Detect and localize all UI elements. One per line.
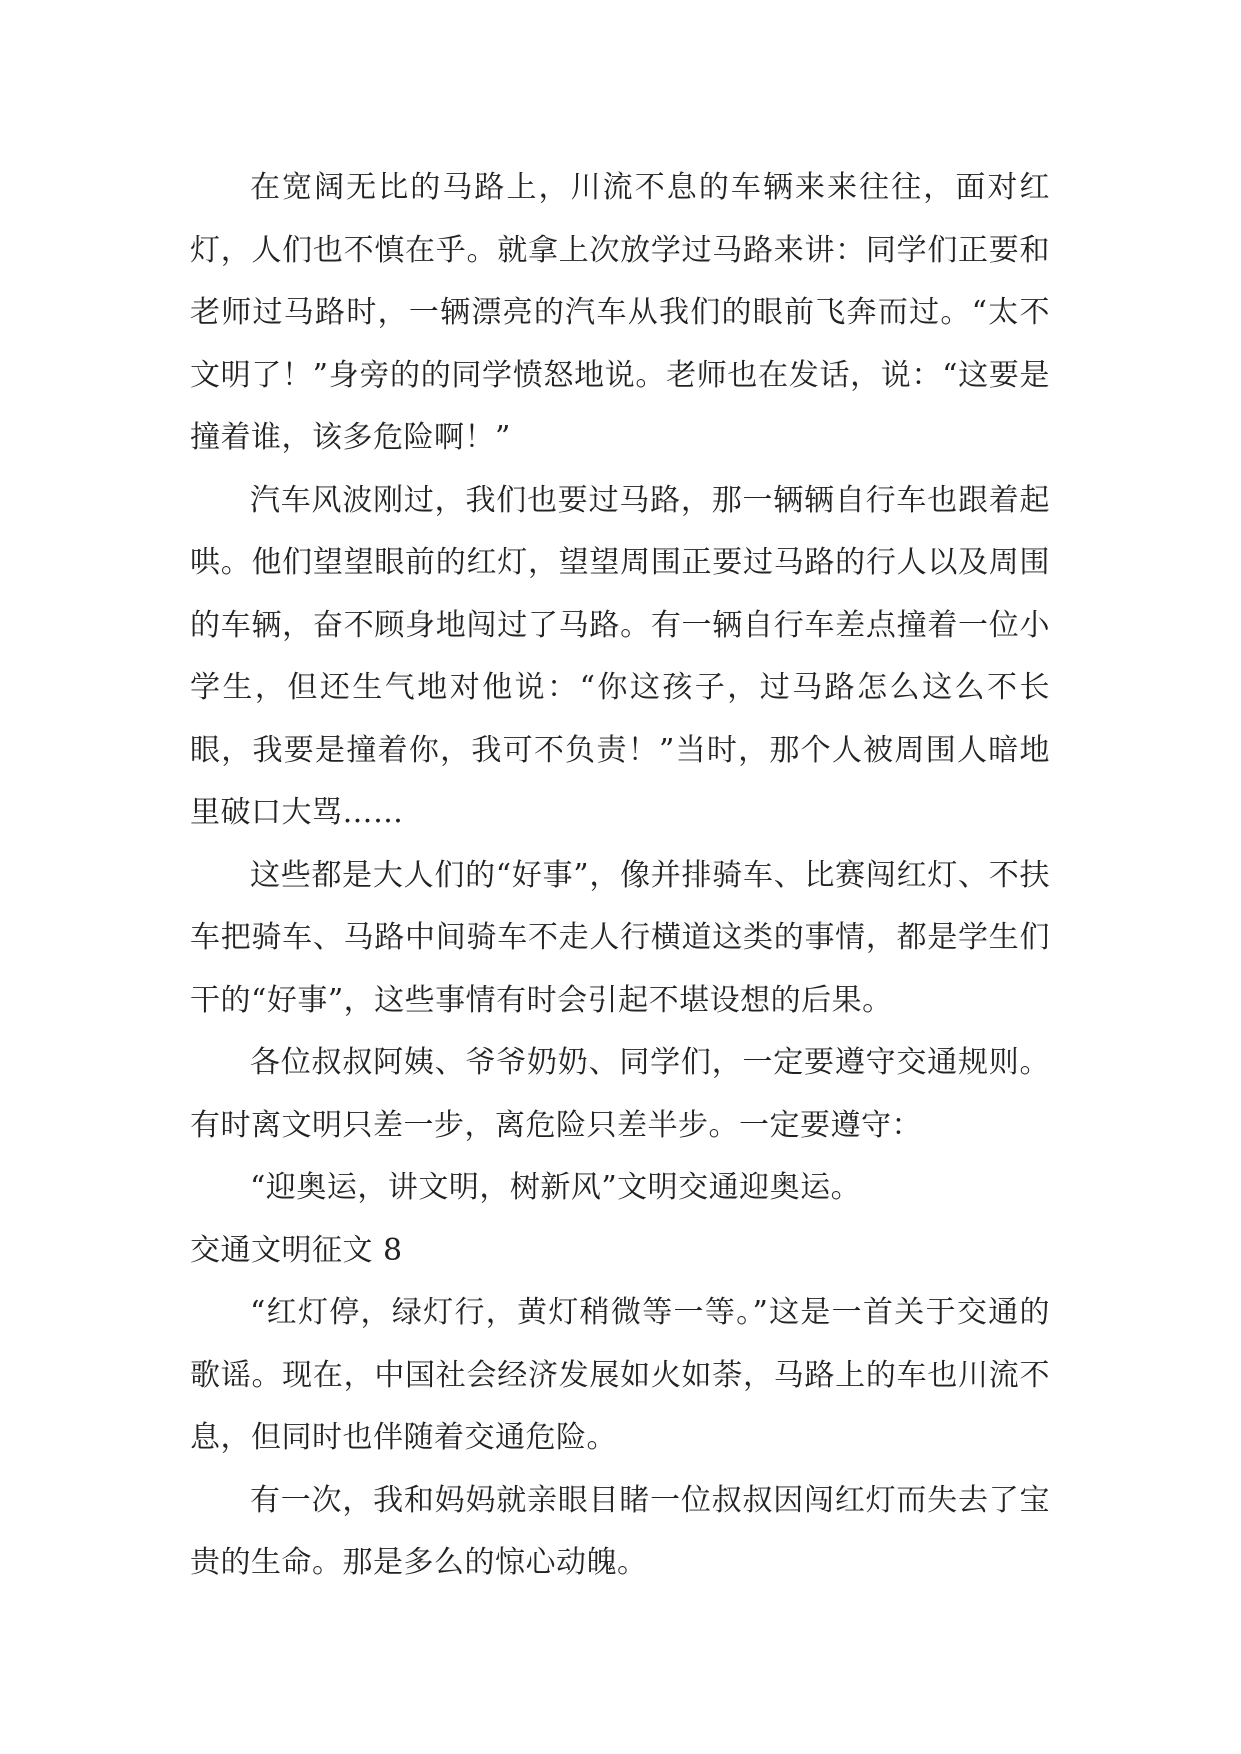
paragraph-1: 在宽阔无比的马路上，川流不息的车辆来来往往，面对红灯，人们也不慎在乎。就拿上次放学过马路来讲：同学们正要和老师过马路时，一辆漂亮的汽车从我们的眼前飞奔而过。“太不文明了！”身旁的的同学愤怒地说。老师也在发话，说：“这要是撞着谁，该多危险啊！” bbox=[190, 170, 1050, 455]
section-heading: 交通文明征文 8 bbox=[190, 1232, 403, 1268]
document-body bbox=[190, 157, 1050, 1595]
paragraph-3: 这些都是大人们的“好事”，像并排骑车、比赛闯红灯、不扶车把骑车、马路中间骑车不走人行横道这类的事情，都是学生们干的“好事”，这些事情有时会引起不堪设想的后果。 bbox=[190, 857, 1050, 1018]
paragraph-2: 汽车风波刚过，我们也要过马路，那一辆辆自行车也跟着起哄。他们望望眼前的红灯，望望周围正要过马路的行人以及周围的车辆，奋不顾身地闯过了马路。有一辆自行车差点撞着一位小学生，但还生气地对他说：“你这孩子，过马路怎么这么不长眼，我要是撞着你，我可不负责！”当时，那个人被周围人暗地里破口大骂…… bbox=[190, 482, 1050, 830]
paragraph-6: “红灯停，绿灯行，黄灯稍微等一等。”这是一首关于交通的歌谣。现在，中国社会经济发展如火如荼，马路上的车也川流不息，但同时也伴随着交通危险。 bbox=[190, 1295, 1050, 1455]
paragraph-7: 有一次，我和妈妈就亲眼目睹一位叔叔因闯红灯而失去了宝贵的生命。那是多么的惊心动魄。 bbox=[190, 1482, 1050, 1580]
paragraph-5: “迎奥运，讲文明，树新风”文明交通迎奥运。 bbox=[250, 1170, 862, 1205]
paragraph-4: 各位叔叔阿姨、爷爷奶奶、同学们，一定要遵守交通规则。有时离文明只差一步，离危险只差半步。一定要遵守： bbox=[190, 1045, 1050, 1143]
